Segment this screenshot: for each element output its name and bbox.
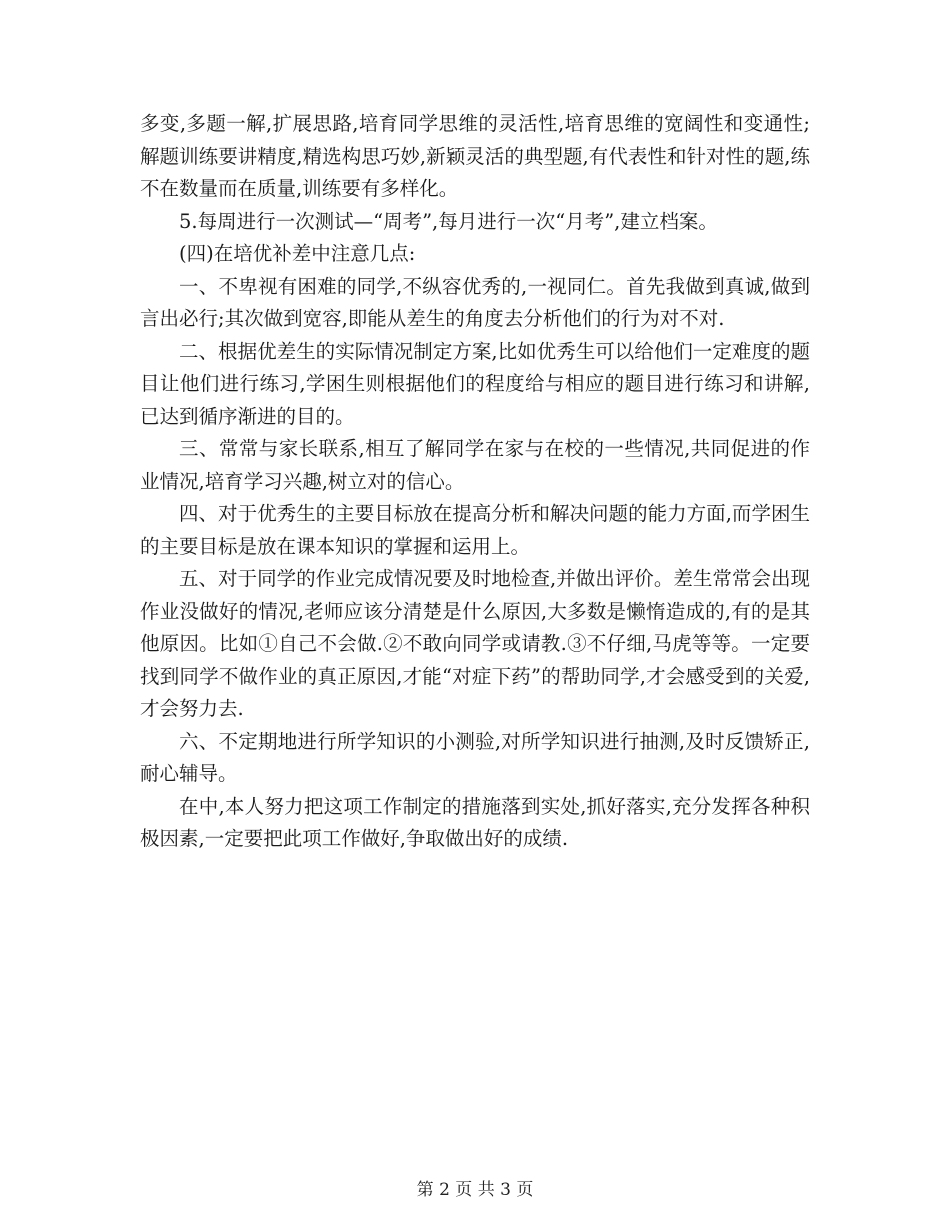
paragraph-4: 一、不卑视有困难的同学,不纵容优秀的,一视同仁。首先我做到真诚,做到言出必行;其次做到宽容,即能从差生的角度去分析他们的行为对不对. — [140, 274, 810, 330]
document-body — [140, 108, 810, 856]
paragraph-7: 四、对于优秀生的主要目标放在提高分析和解决问题的能力方面,而学困生的主要目标是放在课本知识的掌握和运用上。 — [140, 502, 810, 558]
paragraph-9: 六、不定期地进行所学知识的小测验,对所学知识进行抽测,及时反馈矫正,耐心辅导。 — [140, 729, 810, 785]
paragraph-2: 5.每周进行一次测试—“周考”,每月进行一次“月考”,建立档案。 — [179, 209, 718, 233]
paragraph-1: 多变,多题一解,扩展思路,培育同学思维的灵活性,培育思维的宽阔性和变通性;解题训练要讲精度,精选构思巧妙,新颖灵活的典型题,有代表性和针对性的题,练不在数量而在质量,训练要有多样化。 — [140, 112, 810, 200]
paragraph-10: 在中,本人努力把这项工作制定的措施落到实处,抓好落实,充分发挥各种积极因素,一定要把此项工作做好,争取做出好的成绩. — [140, 794, 810, 850]
paragraph-5: 二、根据优差生的实际情况制定方案,比如优秀生可以给他们一定难度的题目让他们进行练习,学困生则根据他们的程度给与相应的题目进行练习和讲解,已达到循序渐进的目的。 — [140, 339, 810, 428]
paragraph-6: 三、常常与家长联系,相互了解同学在家与在校的一些情况,共同促进的作业情况,培育学习兴趣,树立对的信心。 — [140, 437, 810, 493]
page-number-footer: 第 2 页 共 3 页 — [416, 1180, 534, 1200]
paragraph-3: (四)在培优补差中注意几点: — [179, 242, 416, 265]
paragraph-8: 五、对于同学的作业完成情况要及时地检查,并做出评价。差生常常会出现作业没做好的情况,老师应该分清楚是什么原因,大多数是懒惰造成的,有的是其他原因。比如①自己不会做.②不敢向同学或请教.③不仔细,马虎等等。一定要找到同学不做作业的真正原因,才能“对症下药”的帮助同学,才会感受到的关爱,才会努力去. — [140, 567, 810, 720]
